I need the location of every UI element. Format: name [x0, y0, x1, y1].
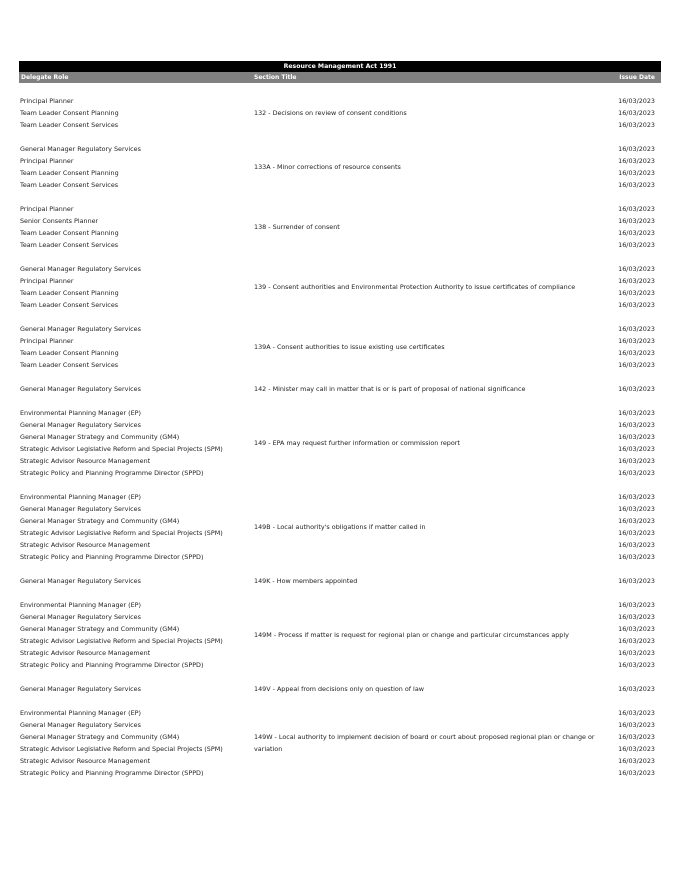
delegate-role: General Manager Strategy and Community (GM4) — [20, 517, 180, 525]
section-title: 132 - Decisions on review of consent conditions — [254, 109, 407, 117]
delegate-role: General Manager Regulatory Services — [20, 505, 141, 513]
delegate-role: Environmental Planning Manager (EP) — [20, 709, 142, 717]
delegate-role: General Manager Strategy and Community (GM4) — [20, 433, 180, 441]
issue-date: 16/03/2023 — [618, 685, 655, 693]
issue-date: 16/03/2023 — [618, 709, 655, 717]
delegate-role: Strategic Policy and Planning Programme Director (SPPD) — [20, 469, 204, 477]
delegate-role: Strategic Advisor Resource Management — [20, 457, 151, 465]
table-body — [19, 95, 661, 779]
issue-date: 16/03/2023 — [618, 385, 655, 393]
section-title: 149K - How members appointed — [254, 577, 358, 585]
delegate-role: Team Leader Consent Planning — [20, 169, 119, 177]
delegate-role: Senior Consents Planner — [20, 217, 99, 225]
delegate-role: Strategic Policy and Planning Programme Director (SPPD) — [20, 661, 204, 669]
section-group — [19, 599, 661, 671]
delegate-role: General Manager Regulatory Services — [20, 613, 141, 621]
issue-date: 16/03/2023 — [618, 541, 655, 549]
delegate-role: Principal Planner — [20, 337, 74, 345]
issue-date: 16/03/2023 — [618, 505, 655, 513]
issue-date: 16/03/2023 — [618, 145, 655, 153]
delegate-role: Team Leader Consent Services — [20, 301, 119, 309]
header-section-title: Section Title — [254, 74, 297, 81]
issue-date: 16/03/2023 — [618, 553, 655, 561]
issue-date: 16/03/2023 — [618, 637, 655, 645]
issue-date: 16/03/2023 — [618, 769, 655, 777]
delegate-role: Environmental Planning Manager (EP) — [20, 493, 142, 501]
issue-date: 16/03/2023 — [618, 433, 655, 441]
section-group — [19, 683, 661, 695]
issue-date: 16/03/2023 — [618, 577, 655, 585]
section-title: 139 - Consent authorities and Environmental Protection Authority to issue certificates of compliance — [254, 283, 576, 291]
issue-date: 16/03/2023 — [618, 97, 655, 105]
section-title: 133A - Minor corrections of resource consents — [254, 163, 401, 171]
section-title: 138 - Surrender of consent — [254, 223, 340, 231]
issue-date: 16/03/2023 — [618, 649, 655, 657]
issue-date: 16/03/2023 — [618, 421, 655, 429]
delegate-role: Team Leader Consent Planning — [20, 229, 119, 237]
issue-date: 16/03/2023 — [618, 229, 655, 237]
issue-date: 16/03/2023 — [618, 349, 655, 357]
delegate-role: Team Leader Consent Planning — [20, 289, 119, 297]
issue-date: 16/03/2023 — [618, 625, 655, 633]
issue-date: 16/03/2023 — [618, 289, 655, 297]
issue-date: 16/03/2023 — [618, 517, 655, 525]
section-group — [19, 383, 661, 395]
delegate-role: Strategic Advisor Resource Management — [20, 757, 151, 765]
delegate-role: General Manager Strategy and Community (GM4) — [20, 733, 180, 741]
issue-date: 16/03/2023 — [618, 301, 655, 309]
delegate-role: Strategic Advisor Resource Management — [20, 649, 151, 657]
section-title: 139A - Consent authorities to issue existing use certificates — [254, 343, 445, 351]
delegate-role: General Manager Regulatory Services — [20, 385, 141, 393]
issue-date: 16/03/2023 — [618, 109, 655, 117]
issue-date: 16/03/2023 — [618, 745, 655, 753]
issue-date: 16/03/2023 — [618, 217, 655, 225]
delegate-role: Team Leader Consent Services — [20, 121, 119, 129]
header-issue-date: Issue Date — [619, 74, 655, 81]
issue-date: 16/03/2023 — [618, 613, 655, 621]
delegate-role: Principal Planner — [20, 205, 74, 213]
issue-date: 16/03/2023 — [618, 493, 655, 501]
section-group — [19, 263, 661, 311]
issue-date: 16/03/2023 — [618, 409, 655, 417]
section-group — [19, 323, 661, 371]
section-group — [19, 491, 661, 563]
delegate-role: Principal Planner — [20, 97, 74, 105]
delegate-role: Principal Planner — [20, 277, 74, 285]
delegate-role: Environmental Planning Manager (EP) — [20, 409, 142, 417]
issue-date: 16/03/2023 — [618, 469, 655, 477]
issue-date: 16/03/2023 — [618, 757, 655, 765]
header-delegate-role: Delegate Role — [21, 74, 69, 81]
issue-date: 16/03/2023 — [618, 721, 655, 729]
delegate-role: General Manager Regulatory Services — [20, 325, 141, 333]
issue-date: 16/03/2023 — [618, 241, 655, 249]
column-header-row — [19, 72, 661, 83]
section-title: 142 - Minister may call in matter that is or is part of proposal of national significance — [254, 385, 526, 393]
section-group — [19, 203, 661, 251]
delegation-table — [19, 61, 661, 791]
delegate-role: Strategic Advisor Legislative Reform and Special Projects (SPM) — [20, 637, 223, 645]
delegate-role: General Manager Strategy and Community (GM4) — [20, 625, 180, 633]
delegate-role: Team Leader Consent Services — [20, 361, 119, 369]
section-group — [19, 95, 661, 131]
issue-date: 16/03/2023 — [618, 661, 655, 669]
delegate-role: Strategic Advisor Legislative Reform and Special Projects (SPM) — [20, 445, 223, 453]
section-title: 149M - Process if matter is request for regional plan or change and particular circumstances apply — [254, 631, 569, 639]
issue-date: 16/03/2023 — [618, 169, 655, 177]
issue-date: 16/03/2023 — [618, 205, 655, 213]
issue-date: 16/03/2023 — [618, 337, 655, 345]
issue-date: 16/03/2023 — [618, 157, 655, 165]
delegate-role: Team Leader Consent Planning — [20, 349, 119, 357]
issue-date: 16/03/2023 — [618, 361, 655, 369]
delegate-role: Team Leader Consent Planning — [20, 109, 119, 117]
delegate-role: Strategic Policy and Planning Programme Director (SPPD) — [20, 769, 204, 777]
issue-date: 16/03/2023 — [618, 445, 655, 453]
section-group — [19, 575, 661, 587]
issue-date: 16/03/2023 — [618, 733, 655, 741]
delegate-role: Team Leader Consent Services — [20, 181, 119, 189]
section-group — [19, 707, 661, 779]
section-title: 149W - Local authority to implement decision of board or court about proposed regional plan or change or variation — [254, 733, 595, 753]
delegate-role: General Manager Regulatory Services — [20, 265, 141, 273]
section-title: 149V - Appeal from decisions only on question of law — [254, 685, 424, 693]
delegate-role: Team Leader Consent Services — [20, 241, 119, 249]
delegate-role: Environmental Planning Manager (EP) — [20, 601, 142, 609]
issue-date: 16/03/2023 — [618, 121, 655, 129]
delegate-role: Strategic Policy and Planning Programme Director (SPPD) — [20, 553, 204, 561]
section-group — [19, 407, 661, 479]
delegate-role: Strategic Advisor Resource Management — [20, 541, 151, 549]
issue-date: 16/03/2023 — [618, 325, 655, 333]
section-title: 149B - Local authority's obligations if matter called in — [254, 523, 426, 531]
table-title: Resource Management Act 1991 — [19, 61, 661, 72]
issue-date: 16/03/2023 — [618, 265, 655, 273]
issue-date: 16/03/2023 — [618, 457, 655, 465]
section-group — [19, 143, 661, 191]
issue-date: 16/03/2023 — [618, 277, 655, 285]
delegate-role: General Manager Regulatory Services — [20, 685, 141, 693]
delegate-role: General Manager Regulatory Services — [20, 721, 141, 729]
delegate-role: General Manager Regulatory Services — [20, 145, 141, 153]
issue-date: 16/03/2023 — [618, 529, 655, 537]
delegate-role: Principal Planner — [20, 157, 74, 165]
section-title: 149 - EPA may request further information or commission report — [254, 439, 460, 447]
delegate-role: General Manager Regulatory Services — [20, 577, 141, 585]
delegate-role: Strategic Advisor Legislative Reform and Special Projects (SPM) — [20, 529, 223, 537]
issue-date: 16/03/2023 — [618, 181, 655, 189]
issue-date: 16/03/2023 — [618, 601, 655, 609]
delegate-role: Strategic Advisor Legislative Reform and Special Projects (SPM) — [20, 745, 223, 753]
delegate-role: General Manager Regulatory Services — [20, 421, 141, 429]
